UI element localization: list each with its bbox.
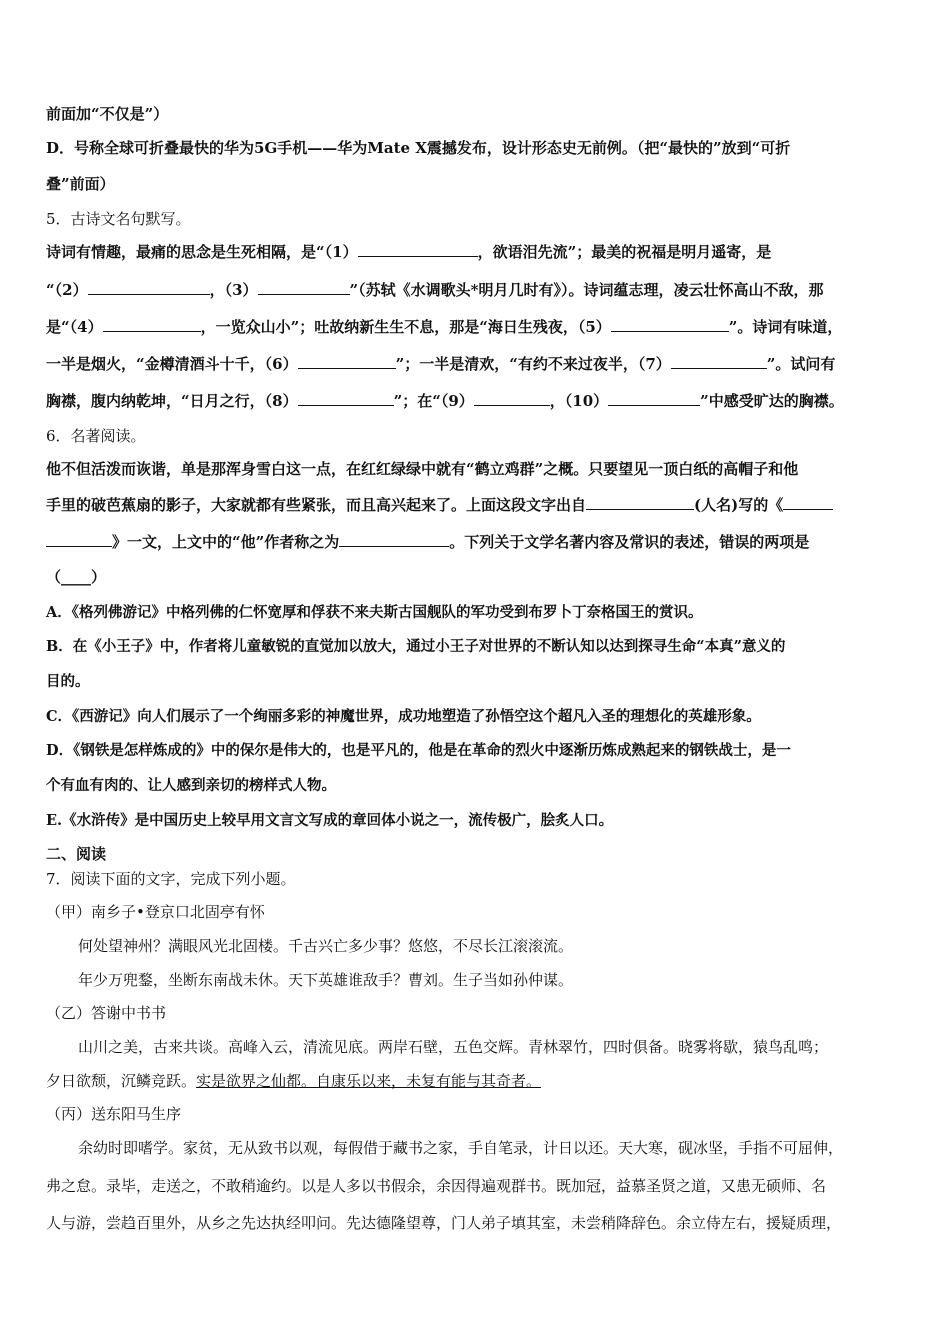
passage-jia-title: （甲）南乡子•登京口北固亭有怀 (46, 903, 265, 921)
passage-bing-line1: 余幼时即嗜学。家贫，无从致书以观，每假借于藏书之家，手自笔录，计日以还。天大寒，砚冰坚，手指不可屈伸， (78, 1139, 844, 1157)
q6-option-b-line1: B．在《小王子》中，作者将儿童敏锐的直觉加以放大，通过小王子对世界的不断认知以达到探寻生命“本真”意义的 (46, 638, 786, 655)
q4-option-d-line1: D．号称全球可折叠最快的华为5G手机——华为Mate X震撼发布，设计形态史无前例。（把“最快的”放到“可折 (46, 139, 791, 157)
answer-blank-name[interactable] (339, 532, 449, 547)
passage-yi-underlined-sentence: 实是欲界之仙都。自康乐以来，未复有能与其奇者。 (196, 1072, 542, 1090)
q5-line4 (46, 354, 835, 374)
answer-blank-5[interactable] (611, 317, 729, 332)
q5-l2c: ”（苏轼《水调歌头*明月几时有》）。诗词蕴志理，凌云壮怀高山不敌，那 (349, 281, 824, 299)
answer-blank-6[interactable] (298, 354, 396, 369)
passage-yi-title: （乙）答谢中书书 (46, 1004, 167, 1022)
q5-line3 (46, 317, 842, 337)
q5-l3b: ，一览众山小”；吐故纳新生生不息，那是“海日生残夜，（5） (200, 318, 611, 336)
q6-p3a: 》一文，上文中的“他”作者称之为 (112, 533, 340, 551)
q5-l5d: ”中感受旷达的胸襟。 (700, 392, 844, 410)
q5-l5b: ”；在“（9） (393, 392, 474, 410)
q4-option-d-line2: 叠”前面） (46, 175, 115, 193)
answer-blank-title-end[interactable] (46, 532, 112, 547)
q6-option-d-line2: 个有血有肉的、让人感到亲切的榜样式人物。 (46, 777, 336, 794)
answer-blank-2[interactable] (88, 280, 210, 295)
q6-passage-line2 (46, 495, 833, 515)
q6-p2b: (人名)写的《 (694, 496, 784, 514)
q7-title: 7．阅读下面的文字，完成下列小题。 (46, 870, 296, 888)
q6-p3b: 。下列关于文学名著内容及常识的表述，错误的两项是 (449, 533, 810, 551)
q5-l5a: 胸襟，腹内纳乾坤，“日月之行，（8） (46, 392, 298, 410)
passage-jia-line2: 年少万兜鍪，坐断东南战未休。天下英雄谁敌手？曹刘。生子当如孙仲谋。 (78, 971, 574, 989)
q4-c-note-end: 前面加“不仅是”） (46, 105, 169, 123)
q6-choice-blank: （____） (46, 568, 107, 586)
q5-l4c: ”。试问有 (766, 355, 836, 373)
q5-l2a: “（2） (46, 281, 88, 299)
answer-blank-3[interactable] (258, 280, 350, 295)
q6-p2a: 手里的破芭蕉扇的影子，大家就都有些紧张，而且高兴起来了。上面这段文字出自 (46, 496, 587, 514)
answer-blank-title-start[interactable] (783, 495, 833, 510)
answer-blank-author[interactable] (586, 495, 694, 510)
q5-l1b: ，欲语泪先流”；最美的祝福是明月遥寄，是 (477, 243, 772, 261)
answer-blank-8[interactable] (298, 391, 394, 406)
q6-option-d-line1: D．《钢铁是怎样炼成的》中的保尔是伟大的，也是平凡的，他是在革命的烈火中逐渐历炼成熟起来的钢铁战士，是一 (46, 742, 791, 759)
passage-bing-title: （丙）送东阳马生序 (46, 1105, 182, 1123)
passage-yi-l2a: 夕日欲颓，沉鳞竞跃。 (46, 1072, 197, 1090)
passage-jia-line1: 何处望神州？满眼风光北固楼。千古兴亡多少事？悠悠，不尽长江滚滚流。 (78, 937, 574, 955)
answer-blank-4[interactable] (103, 317, 201, 332)
passage-yi-line2 (46, 1071, 541, 1091)
q6-title: 6．名著阅读。 (46, 427, 146, 445)
q5-line5 (46, 391, 844, 411)
q5-line2 (46, 280, 824, 300)
q5-title: 5．古诗文名句默写。 (46, 210, 191, 228)
q5-l3a: 是“（4） (46, 318, 103, 336)
answer-blank-10[interactable] (608, 391, 700, 406)
q6-option-b-line2: 目的。 (46, 673, 90, 690)
q5-l5c: ，（10） (549, 392, 609, 410)
answer-blank-1[interactable] (358, 242, 478, 257)
q6-passage-line3 (46, 532, 809, 552)
passage-bing-line3: 人与游，尝趋百里外，从乡之先达执经叩问。先达德隆望尊，门人弟子填其室，未尝稍降辞色。余立侍左右，援疑质理， (46, 1214, 842, 1232)
q5-l4b: ”；一半是清欢，“有约不来过夜半，（7） (395, 355, 671, 373)
q6-option-e: E.《水浒传》是中国历史上较早用文言文写成的章回体小说之一，流传极广，脍炙人口。 (46, 812, 614, 829)
q5-l4a: 一半是烟火，“金樽清酒斗十千，（6） (46, 355, 298, 373)
q6-passage-line1: 他不但活泼而诙谐，单是那浑身雪白这一点，在红红绿绿中就有“鹤立鸡群”之概。只要望见一顶白纸的高帽子和他 (46, 460, 799, 478)
q5-l2b: ，（3） (209, 281, 258, 299)
answer-blank-7[interactable] (671, 354, 767, 369)
q6-option-a: A．《格列佛游记》中格列佛的仁怀宽厚和俘获不来夫斯古国舰队的军功受到布罗卜丁奈格国王的赏识。 (46, 604, 703, 621)
passage-bing-line2: 弗之怠。录毕，走送之，不敢稍逾约。以是人多以书假余，余因得遍观群书。既加冠，益慕圣贤之道，又患无硕师、名 (46, 1177, 827, 1195)
section-reading-title: 二、阅读 (46, 845, 107, 863)
passage-yi-line1: 山川之美，古来共谈。高峰入云，清流见底。两岸石壁，五色交辉。青林翠竹，四时俱备。晓雾将歇，猿鸟乱鸣； (78, 1038, 829, 1056)
q5-line1 (46, 242, 771, 262)
q5-l1a: 诗词有情趣，最痛的思念是生死相隔，是“（1） (46, 243, 358, 261)
q6-option-c: C．《西游记》向人们展示了一个绚丽多彩的神魔世界，成功地塑造了孙悟空这个超凡入圣的理想化的英雄形象。 (46, 708, 761, 725)
q5-l3c: ”。诗词有味道， (728, 318, 843, 336)
answer-blank-9[interactable] (474, 391, 550, 406)
